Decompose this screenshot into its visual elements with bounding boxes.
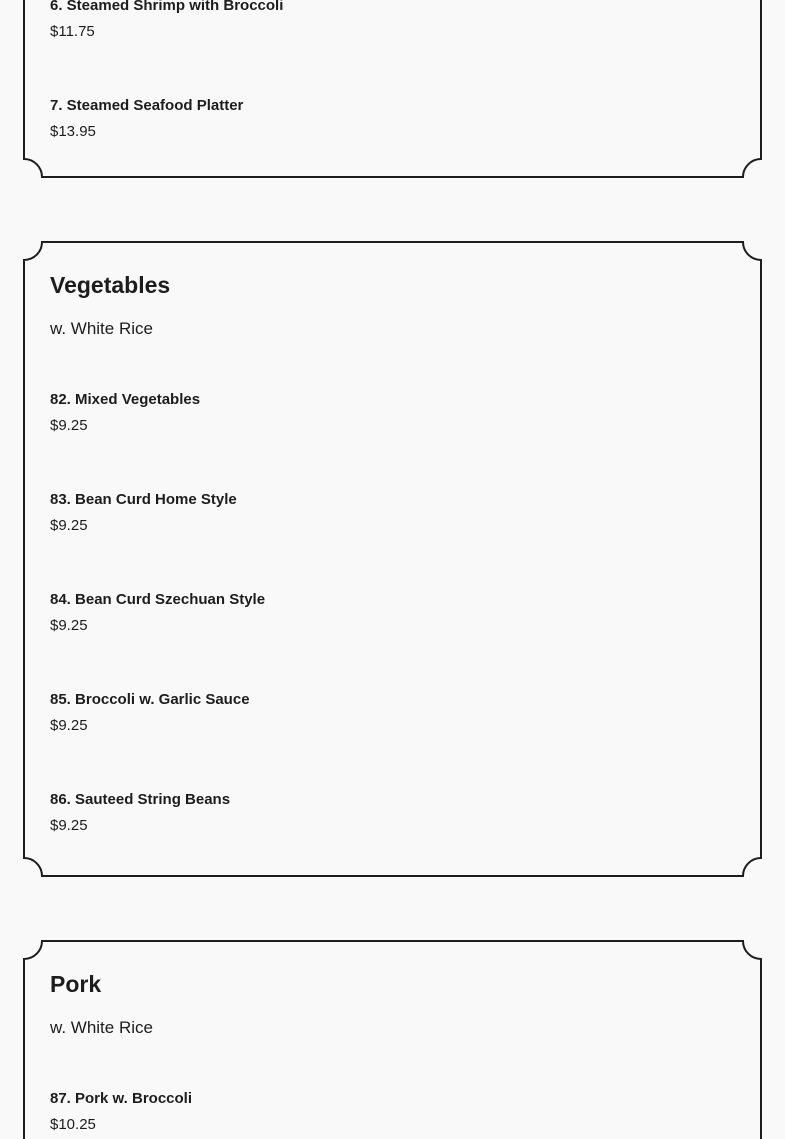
- menu-item-name: 86. Sauteed String Beans: [50, 791, 231, 808]
- menu-item-name: 6. Steamed Shrimp with Broccoli: [50, 0, 284, 14]
- menu-item-price: $9.25: [50, 517, 88, 534]
- menu-item-name: 82. Mixed Vegetables: [50, 391, 201, 408]
- menu-item-name: 83. Bean Curd Home Style: [50, 491, 237, 508]
- menu-item[interactable]: [50, 690, 735, 740]
- menu-item-name: 85. Broccoli w. Garlic Sauce: [50, 691, 250, 708]
- menu-item-price: $9.25: [50, 817, 88, 834]
- section-title: Pork: [50, 971, 102, 997]
- menu-section-card: [24, 242, 761, 876]
- menu-item-name: 84. Bean Curd Szechuan Style: [50, 591, 266, 608]
- menu-item[interactable]: [50, 0, 735, 46]
- menu-item-price: $11.75: [50, 23, 95, 40]
- menu-item-name: 7. Steamed Seafood Platter: [50, 97, 244, 114]
- menu-item-price: $10.25: [50, 1116, 96, 1133]
- section-subtitle: w. White Rice: [50, 1018, 153, 1037]
- menu-item[interactable]: [50, 390, 735, 440]
- menu-item[interactable]: [50, 790, 735, 840]
- menu-section-card: [24, 941, 761, 1133]
- menu-item-price: $9.25: [50, 717, 88, 734]
- menu-item-price: $9.25: [50, 617, 88, 634]
- menu-item[interactable]: [50, 1089, 735, 1139]
- menu-item[interactable]: [50, 96, 735, 146]
- section-subtitle: w. White Rice: [50, 319, 153, 338]
- menu-item-price: $9.25: [50, 417, 88, 434]
- section-title: Vegetables: [50, 272, 171, 298]
- menu-section-card: [24, 0, 761, 177]
- menu-item[interactable]: [50, 590, 735, 640]
- menu-item[interactable]: [50, 490, 735, 540]
- menu-item-price: $13.95: [50, 123, 96, 140]
- menu-item-name: 87. Pork w. Broccoli: [50, 1090, 192, 1107]
